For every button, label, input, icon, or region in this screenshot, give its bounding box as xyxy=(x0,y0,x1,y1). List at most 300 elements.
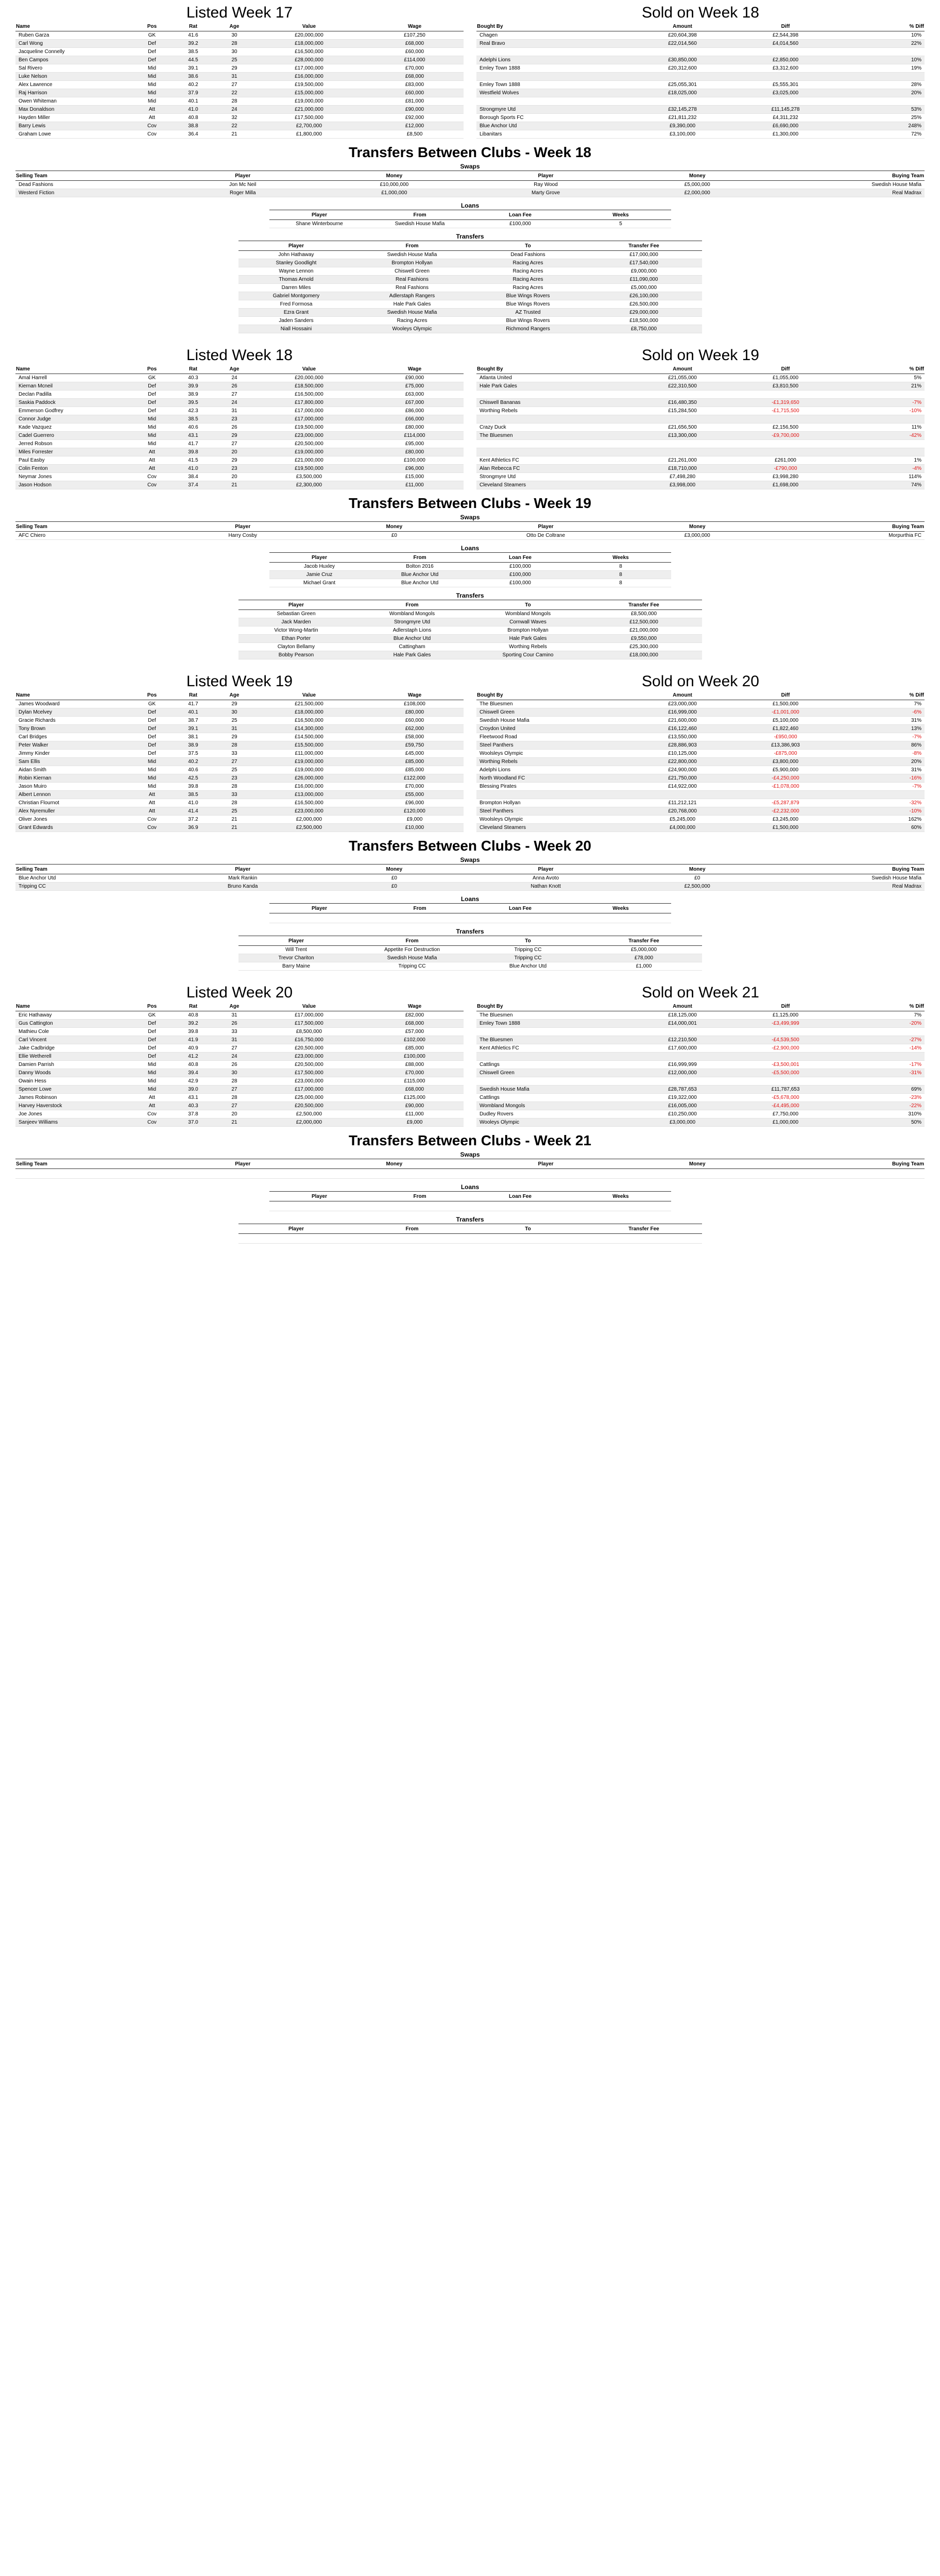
sale-amount xyxy=(631,1053,734,1061)
table-row xyxy=(15,1020,464,1028)
player-rating: 42.5 xyxy=(170,774,216,783)
table-row xyxy=(476,1044,925,1053)
player-position: Def xyxy=(134,56,170,64)
table-row xyxy=(15,758,464,766)
sale-pct-diff: -8% xyxy=(837,750,925,758)
player-age: 27 xyxy=(216,440,252,448)
player-age: 27 xyxy=(216,81,252,89)
sale-diff: -£5,500,000 xyxy=(734,1069,837,1077)
transfer-fee: £8,500,000 xyxy=(586,610,702,618)
loans-title: Loans xyxy=(269,1183,671,1192)
player-age: 31 xyxy=(216,1011,252,1020)
player-name: Luke Nelson xyxy=(15,73,134,81)
sale-diff: -£3,499,999 xyxy=(734,1020,837,1028)
player-age: 29 xyxy=(216,456,252,465)
sale-amount: £3,000,000 xyxy=(631,1118,734,1127)
player-wage: £82,000 xyxy=(366,1011,464,1020)
loan-from: Blue Anchor Utd xyxy=(370,571,470,579)
sale-diff: -£2,232,000 xyxy=(734,807,837,816)
player-wage: £68,000 xyxy=(366,1020,464,1028)
column-header: Amount xyxy=(631,22,734,31)
transfer-fee: £5,000,000 xyxy=(586,946,702,954)
transfer-to: Blue Wings Rovers xyxy=(470,317,586,325)
sale-pct-diff: 22% xyxy=(837,40,925,48)
player-value: £14,300,000 xyxy=(252,725,366,733)
table-header-row xyxy=(238,936,702,946)
sale-diff: £4,014,560 xyxy=(734,40,837,48)
player-rating: 39.4 xyxy=(170,1069,216,1077)
transfer-to: Worthing Rebels xyxy=(470,643,586,651)
table-row xyxy=(15,465,464,473)
table-header-row xyxy=(476,364,925,374)
sale-diff: £2,544,398 xyxy=(734,31,837,40)
sale-diff: £1,125,000 xyxy=(734,1011,837,1020)
listed-title: Listed Week 18 xyxy=(186,347,293,364)
transfer-to: Blue Wings Rovers xyxy=(470,292,586,300)
player-value: £20,000,000 xyxy=(252,31,366,40)
column-header: Player xyxy=(269,1192,370,1201)
sale-amount: £25,055,301 xyxy=(631,81,734,89)
player-age: 21 xyxy=(216,816,252,824)
player-rating: 37.2 xyxy=(170,816,216,824)
player-age: 29 xyxy=(216,432,252,440)
transfer-from: Hale Park Gales xyxy=(354,300,470,309)
player-position: Cov xyxy=(134,481,170,489)
sale-amount: £12,000,000 xyxy=(631,1069,734,1077)
column-header: Loan Fee xyxy=(470,1192,571,1201)
column-header: Money xyxy=(622,1159,773,1169)
transfer-to: Brompton Hollyan xyxy=(470,626,586,635)
table-row xyxy=(476,758,925,766)
transfer-fee: £1,000 xyxy=(586,962,702,971)
player-value: £17,000,000 xyxy=(252,1011,366,1020)
swap-money-out: £10,000,000 xyxy=(318,181,470,189)
bought-by: Blessing Pirates xyxy=(476,783,631,791)
swaps-table xyxy=(15,865,925,891)
sale-pct-diff xyxy=(837,440,925,448)
sale-diff: £4,311,232 xyxy=(734,114,837,122)
sale-diff: £3,245,000 xyxy=(734,816,837,824)
player-rating: 40.9 xyxy=(170,1044,216,1053)
table-row xyxy=(476,1020,925,1028)
table-row xyxy=(15,799,464,807)
player-value: £17,500,000 xyxy=(252,1020,366,1028)
sale-pct-diff: 5% xyxy=(837,374,925,382)
bought-by xyxy=(476,791,631,799)
sale-amount xyxy=(631,791,734,799)
empty-cell xyxy=(470,1169,621,1179)
sale-diff: £5,100,000 xyxy=(734,717,837,725)
swap-player-in: Ray Wood xyxy=(470,181,621,189)
transfer-player: Fred Formosa xyxy=(238,300,354,309)
player-position: Def xyxy=(134,407,170,415)
empty-cell xyxy=(470,1234,586,1244)
bought-by: The Bluesmen xyxy=(476,700,631,708)
table-row xyxy=(476,725,925,733)
loans-block xyxy=(269,1183,671,1211)
player-position: Mid xyxy=(134,758,170,766)
player-rating: 40.1 xyxy=(170,97,216,106)
sale-diff: -£2,900,000 xyxy=(734,1044,837,1053)
sale-pct-diff: -22% xyxy=(837,1102,925,1110)
column-header: Selling Team xyxy=(15,865,167,874)
player-value: £16,750,000 xyxy=(252,1036,366,1044)
bought-by: Strongmyre Utd xyxy=(476,106,631,114)
player-age: 25 xyxy=(216,766,252,774)
player-name: Max Donaldson xyxy=(15,106,134,114)
column-header: Diff xyxy=(734,364,837,374)
table-row xyxy=(476,700,925,708)
player-value: £2,300,000 xyxy=(252,481,366,489)
column-header: Bought By xyxy=(476,22,631,31)
sale-pct-diff: 50% xyxy=(837,1118,925,1127)
table-row xyxy=(15,407,464,415)
player-name: Carl Vincent xyxy=(15,1036,134,1044)
column-header: Weeks xyxy=(571,210,671,220)
player-age: 26 xyxy=(216,1061,252,1069)
column-header: Player xyxy=(269,553,370,563)
player-wage: £9,000 xyxy=(366,1118,464,1127)
transfers-table xyxy=(238,600,702,659)
transfer-player: Jaden Sanders xyxy=(238,317,354,325)
swap-money-out: £0 xyxy=(318,532,470,540)
player-wage: £58,000 xyxy=(366,733,464,741)
sale-diff: -£875,000 xyxy=(734,750,837,758)
table-row xyxy=(476,48,925,56)
table-row xyxy=(15,73,464,81)
player-name: Barry Lewis xyxy=(15,122,134,130)
table-row xyxy=(476,374,925,382)
column-header: Money xyxy=(622,865,773,874)
table-row xyxy=(238,954,702,962)
column-header: Diff xyxy=(734,690,837,700)
player-rating: 38.8 xyxy=(170,122,216,130)
player-name: Hayden Miller xyxy=(15,114,134,122)
column-header: % Diff xyxy=(837,690,925,700)
player-position: Att xyxy=(134,114,170,122)
table-row xyxy=(15,114,464,122)
player-rating: 41.6 xyxy=(170,31,216,40)
sale-diff xyxy=(734,791,837,799)
player-value: £17,000,000 xyxy=(252,64,366,73)
column-header: Value xyxy=(252,690,366,700)
column-header: Player xyxy=(269,210,370,220)
column-header: To xyxy=(470,936,586,946)
player-age: 24 xyxy=(216,106,252,114)
sale-diff xyxy=(734,448,837,456)
column-header: Rat xyxy=(170,364,216,374)
player-age: 27 xyxy=(216,391,252,399)
player-wage: £11,000 xyxy=(366,1110,464,1118)
player-name: Robin Kiernan xyxy=(15,774,134,783)
player-age: 28 xyxy=(216,799,252,807)
sale-pct-diff: 114% xyxy=(837,473,925,481)
sale-pct-diff: -42% xyxy=(837,432,925,440)
table-row xyxy=(15,883,925,891)
player-age: 29 xyxy=(216,64,252,73)
sale-pct-diff: 7% xyxy=(837,700,925,708)
player-wage: £70,000 xyxy=(366,783,464,791)
player-position: GK xyxy=(134,374,170,382)
column-header: Money xyxy=(318,1159,470,1169)
player-rating: 41.7 xyxy=(170,440,216,448)
sale-pct-diff: 20% xyxy=(837,758,925,766)
player-position: Mid xyxy=(134,89,170,97)
player-name: Gracie Richards xyxy=(15,717,134,725)
listed-title: Listed Week 19 xyxy=(186,673,293,690)
column-header: Weeks xyxy=(571,1192,671,1201)
player-wage: £68,000 xyxy=(366,1086,464,1094)
sale-pct-diff: 162% xyxy=(837,816,925,824)
sale-diff: £3,810,500 xyxy=(734,382,837,391)
buying-team: Real Madrax xyxy=(773,883,925,891)
sale-pct-diff: 11% xyxy=(837,423,925,432)
sale-diff: -£1,715,500 xyxy=(734,407,837,415)
swap-money-out: £0 xyxy=(318,883,470,891)
player-age: 23 xyxy=(216,465,252,473)
table-header-row xyxy=(15,1002,464,1011)
column-header: Name xyxy=(15,364,134,374)
player-value: £20,000,000 xyxy=(252,374,366,382)
player-name: Jake Cadbridge xyxy=(15,1044,134,1053)
transfer-to: Racing Acres xyxy=(470,259,586,267)
player-age: 30 xyxy=(216,48,252,56)
empty-cell xyxy=(470,913,571,923)
loan-from: Swedish House Mafia xyxy=(370,220,470,228)
table-row xyxy=(15,1036,464,1044)
player-name: Dylan Mcelvey xyxy=(15,708,134,717)
sale-diff xyxy=(734,415,837,423)
transfer-fee: £11,090,000 xyxy=(586,276,702,284)
table-row xyxy=(476,432,925,440)
player-position: Def xyxy=(134,40,170,48)
sale-amount: £3,100,000 xyxy=(631,130,734,139)
table-row xyxy=(15,432,464,440)
sale-amount: £17,600,000 xyxy=(631,1044,734,1053)
table-row xyxy=(15,440,464,448)
player-rating: 39.5 xyxy=(170,399,216,407)
player-age: 26 xyxy=(216,423,252,432)
empty-cell xyxy=(15,1169,167,1179)
sale-amount: £21,261,000 xyxy=(631,456,734,465)
empty-row xyxy=(15,1169,925,1179)
player-wage: £100,000 xyxy=(366,456,464,465)
table-row xyxy=(476,1036,925,1044)
player-age: 25 xyxy=(216,56,252,64)
player-position: Att xyxy=(134,807,170,816)
transfers-block xyxy=(238,232,702,333)
player-age: 23 xyxy=(216,415,252,423)
table-row xyxy=(476,423,925,432)
player-age: 20 xyxy=(216,448,252,456)
table-header-row xyxy=(238,241,702,251)
swap-player-in: Anna Avoto xyxy=(470,874,621,883)
player-value: £19,500,000 xyxy=(252,423,366,432)
player-value: £2,500,000 xyxy=(252,824,366,832)
swap-player-in: Marty Grove xyxy=(470,189,621,197)
sale-diff: £1,055,000 xyxy=(734,374,837,382)
player-name: Jason Hodson xyxy=(15,481,134,489)
transfer-to: Blue Wings Rovers xyxy=(470,300,586,309)
player-rating: 40.3 xyxy=(170,374,216,382)
column-header: Money xyxy=(622,171,773,181)
sale-diff: £3,312,600 xyxy=(734,64,837,73)
player-age: 24 xyxy=(216,399,252,407)
player-value: £21,500,000 xyxy=(252,700,366,708)
player-value: £20,500,000 xyxy=(252,440,366,448)
sale-amount: £14,922,000 xyxy=(631,783,734,791)
table-row xyxy=(238,251,702,259)
transfer-fee: £21,000,000 xyxy=(586,626,702,635)
player-rating: 40.8 xyxy=(170,1061,216,1069)
table-row xyxy=(15,783,464,791)
player-value: £15,000,000 xyxy=(252,89,366,97)
table-header-row xyxy=(15,690,464,700)
sale-pct-diff xyxy=(837,73,925,81)
sale-diff: £2,156,500 xyxy=(734,423,837,432)
player-age: 22 xyxy=(216,122,252,130)
transfer-player: Thomas Arnold xyxy=(238,276,354,284)
table-row xyxy=(476,1086,925,1094)
table-row xyxy=(15,374,464,382)
column-header: From xyxy=(370,1192,470,1201)
buying-team: Morpurthia FC xyxy=(773,532,925,540)
loan-from: Bolton 2016 xyxy=(370,563,470,571)
sale-amount: £20,768,000 xyxy=(631,807,734,816)
sale-pct-diff: 10% xyxy=(837,31,925,40)
selling-team: Dead Fashions xyxy=(15,181,167,189)
column-header: Amount xyxy=(631,1002,734,1011)
table-header-row xyxy=(15,865,925,874)
player-position: Mid xyxy=(134,440,170,448)
bought-by: Adelphi Lions xyxy=(476,56,631,64)
column-header: % Diff xyxy=(837,364,925,374)
between-clubs-title: Transfers Between Clubs - Week 20 xyxy=(349,838,591,854)
swap-money-in: £0 xyxy=(622,874,773,883)
column-header: Player xyxy=(238,1224,354,1234)
sale-diff: £13,386,903 xyxy=(734,741,837,750)
player-name: Christian Flournot xyxy=(15,799,134,807)
table-row xyxy=(269,563,671,571)
player-rating: 41.0 xyxy=(170,106,216,114)
table-row xyxy=(15,48,464,56)
transfer-from: Wooleys Olympic xyxy=(354,325,470,333)
sale-amount: £22,310,500 xyxy=(631,382,734,391)
player-name: Oliver Jones xyxy=(15,816,134,824)
player-position: Att xyxy=(134,456,170,465)
column-header: Transfer Fee xyxy=(586,936,702,946)
sale-amount: £18,025,000 xyxy=(631,89,734,97)
transfer-fee: £29,000,000 xyxy=(586,309,702,317)
column-header: Weeks xyxy=(571,904,671,913)
player-position: Mid xyxy=(134,1077,170,1086)
listed-sold-tables xyxy=(0,1002,940,1127)
swaps-table xyxy=(15,522,925,540)
listed-table xyxy=(15,22,464,139)
sale-amount: £22,014,560 xyxy=(631,40,734,48)
player-value: £17,000,000 xyxy=(252,407,366,415)
player-rating: 38.1 xyxy=(170,733,216,741)
transfer-fee: £78,000 xyxy=(586,954,702,962)
sale-pct-diff xyxy=(837,415,925,423)
bought-by: The Bluesmen xyxy=(476,1011,631,1020)
table-header-row xyxy=(476,690,925,700)
sale-pct-diff xyxy=(837,448,925,456)
empty-row xyxy=(238,1234,702,1244)
table-row xyxy=(15,423,464,432)
player-rating: 40.2 xyxy=(170,758,216,766)
table-header-row xyxy=(238,1224,702,1234)
player-rating: 38.5 xyxy=(170,791,216,799)
player-age: 31 xyxy=(216,73,252,81)
player-wage: £85,000 xyxy=(366,1044,464,1053)
player-value: £20,500,000 xyxy=(252,1044,366,1053)
bought-by: Cleveland Steamers xyxy=(476,481,631,489)
sale-pct-diff: 21% xyxy=(837,382,925,391)
column-header: Buying Team xyxy=(773,1159,925,1169)
table-row xyxy=(15,481,464,489)
player-value: £19,000,000 xyxy=(252,448,366,456)
empty-cell xyxy=(318,1169,470,1179)
player-name: Connor Judge xyxy=(15,415,134,423)
transfers-block xyxy=(238,1215,702,1244)
column-header: Value xyxy=(252,22,366,31)
table-header-row xyxy=(269,1192,671,1201)
player-wage: £100,000 xyxy=(366,1053,464,1061)
transfer-fee: £26,100,000 xyxy=(586,292,702,300)
table-row xyxy=(476,64,925,73)
player-name: Jacqueline Connelly xyxy=(15,48,134,56)
transfer-from: Appetite For Destruction xyxy=(354,946,470,954)
column-header: % Diff xyxy=(837,1002,925,1011)
empty-cell xyxy=(238,1234,354,1244)
selling-team: Tripping CC xyxy=(15,883,167,891)
column-header: Wage xyxy=(366,690,464,700)
transfer-from: Blue Anchor Utd xyxy=(354,635,470,643)
player-rating: 36.4 xyxy=(170,130,216,139)
table-row xyxy=(476,31,925,40)
transfer-fee: £26,500,000 xyxy=(586,300,702,309)
sale-diff: -£1,319,650 xyxy=(734,399,837,407)
player-age: 30 xyxy=(216,1069,252,1077)
table-row xyxy=(238,962,702,971)
player-position: Def xyxy=(134,1036,170,1044)
sale-diff: £1,698,000 xyxy=(734,481,837,489)
listed-title: Listed Week 20 xyxy=(186,984,293,1001)
table-row xyxy=(476,456,925,465)
sale-diff: £1,300,000 xyxy=(734,130,837,139)
player-name: Neymar Jones xyxy=(15,473,134,481)
bought-by: The Bluesmen xyxy=(476,1036,631,1044)
player-wage: £115,000 xyxy=(366,1077,464,1086)
sale-pct-diff: 310% xyxy=(837,1110,925,1118)
transfer-player: Trevor Chariton xyxy=(238,954,354,962)
player-age: 33 xyxy=(216,791,252,799)
player-age: 26 xyxy=(216,1020,252,1028)
sale-amount: £24,900,000 xyxy=(631,766,734,774)
column-header: Amount xyxy=(631,690,734,700)
sale-diff: -£5,287,879 xyxy=(734,799,837,807)
player-age: 20 xyxy=(216,473,252,481)
column-header: Player xyxy=(238,600,354,610)
player-value: £19,000,000 xyxy=(252,97,366,106)
player-wage: £9,000 xyxy=(366,816,464,824)
bought-by: Chiswell Green xyxy=(476,1069,631,1077)
player-age: 21 xyxy=(216,824,252,832)
bought-by: Alan Rebecca FC xyxy=(476,465,631,473)
table-row xyxy=(15,1011,464,1020)
sale-pct-diff: -7% xyxy=(837,733,925,741)
